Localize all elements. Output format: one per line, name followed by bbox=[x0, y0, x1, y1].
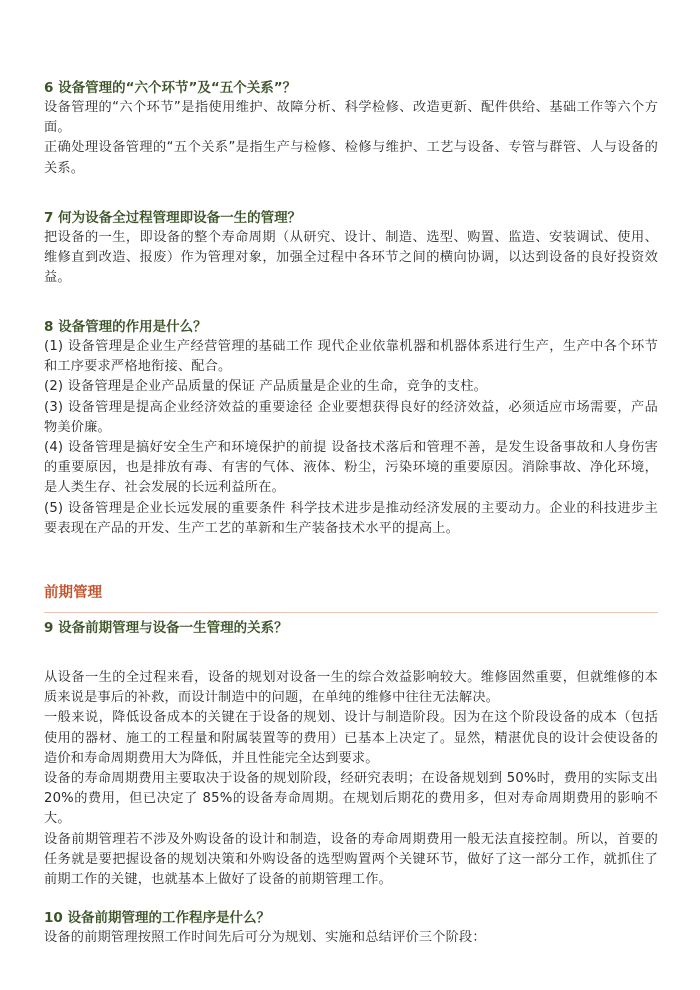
question-6-paragraph-2: 正确处理设备管理的“五个关系”是指生产与检修、检修与维护、工艺与设备、专管与群管、人与设备的关系。 bbox=[44, 140, 658, 176]
section-divider bbox=[44, 612, 658, 613]
question-6-block bbox=[44, 78, 658, 179]
question-9-paragraph-4: 设备前期管理若不涉及外购设备的设计和制造，设备的寿命周期费用一般无法直接控制。所以，首要的任务就是要把握设备的规划决策和外购设备的选型购置两个关键环节，做好了这一部分工作，就抓住了前期工作的关键，也就基本上做好了设备的前期管理工作。 bbox=[44, 831, 658, 888]
question-9-paragraph-2: 一般来说，降低设备成本的关键在于设备的规划、设计与制造阶段。因为在这个阶段设备的成本（包括使用的器材、施工的工程量和附属装置等的费用）已基本上决定了。显然，精湛优良的设计会使设备的造价和寿命周期费用大为降低，并且性能完全达到要求。 bbox=[44, 710, 658, 766]
question-9-title: 9 设备前期管理与设备一生管理的关系？ bbox=[44, 620, 288, 636]
question-8-item-2: (2) 设备管理是企业产品质量的保证 产品质量是企业的生命，竞争的支柱。 bbox=[44, 379, 488, 395]
question-8-title: 8 设备管理的作用是什么？ bbox=[44, 319, 207, 335]
question-10-block bbox=[44, 908, 658, 948]
question-8-item-3: (3) 设备管理是提高企业经济效益的重要途径 企业要想获得良好的经济效益，必须适应市场需要，产品物美价廉。 bbox=[44, 399, 658, 435]
question-10-paragraph-1: 设备的前期管理按照工作时间先后可分为规划、实施和总结评价三个阶段： bbox=[44, 930, 486, 945]
question-8-item-4: (4) 设备管理是搞好安全生产和环境保护的前提 设备技术落后和管理不善，是发生设备事故和人身伤害的重要原因，也是排放有毒、有害的气体、液体、粉尘，污染环境的重要原因。消除事故、净化环境，是人类生存、社会发展的长远利益所在。 bbox=[44, 440, 658, 496]
question-6-paragraph-1: 设备管理的“六个环节”是指使用维护、故障分析、科学检修、改造更新、配件供给、基础工作等六个方面。 bbox=[44, 100, 658, 136]
section-title: 前期管理 bbox=[44, 585, 102, 601]
question-8-block bbox=[44, 317, 658, 539]
question-9-paragraph-1: 从设备一生的全过程来看，设备的规划对设备一生的综合效益影响较大。维修固然重要，但就维修的本质来说是事后的补救，而设计制造中的问题，在单纯的维修中往往无法解决。 bbox=[44, 670, 658, 706]
question-8-item-1: (1) 设备管理是企业生产经营管理的基础工作 现代企业依靠机器和机器体系进行生产，生产中各个环节和工序要求严格地衔接、配合。 bbox=[44, 339, 658, 375]
question-6-title: 6 设备管理的“六个环节”及“五个关系”？ bbox=[44, 80, 297, 96]
question-7-title: 7 何为设备全过程管理即设备一生的管理？ bbox=[44, 210, 302, 226]
question-7-paragraph-1: 把设备的一生，即设备的整个寿命周期（从研究、设计、制造、选型、购置、监造、安装调试、使用、维修直到改造、报废）作为管理对象，加强全过程中各环节之间的横向协调，以达到设备的良好投资效益。 bbox=[44, 230, 658, 286]
question-7-block bbox=[44, 208, 658, 289]
question-10-title: 10 设备前期管理的工作程序是什么？ bbox=[44, 910, 270, 926]
question-9-paragraph-3: 设备的寿命周期费用主要取决于设备的规划阶段，经研究表明；在设备规划到 50%时，费用的实际支出 20%的费用，但已决定了 85%的设备寿命周期。在规划后期花的费用多，但对寿命周期费用的影响不大。 bbox=[44, 771, 658, 827]
question-9-body bbox=[44, 668, 658, 890]
question-9-title-block bbox=[44, 618, 658, 638]
question-8-item-5: (5) 设备管理是企业长远发展的重要条件 科学技术进步是推动经济发展的主要动力。企业的科技进步主要表现在产品的开发、生产工艺的革新和生产装备技术水平的提高上。 bbox=[44, 500, 658, 536]
